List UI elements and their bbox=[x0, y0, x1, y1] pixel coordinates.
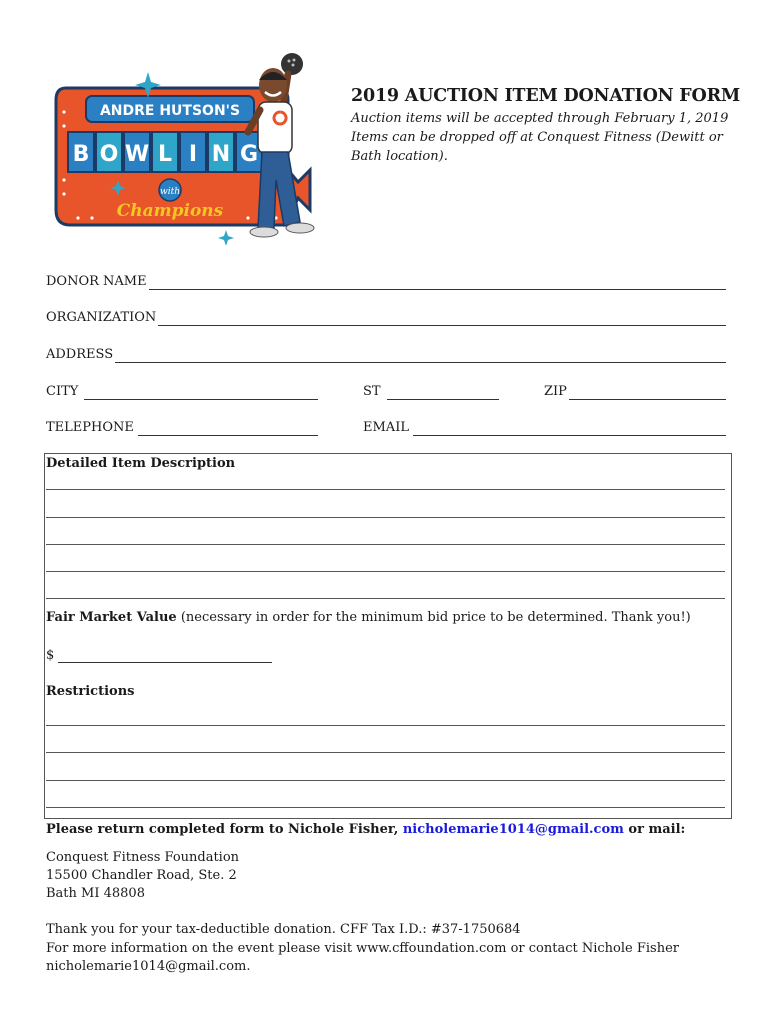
fair-market-value-label: Fair Market Value bbox=[46, 610, 177, 625]
zip-label: ZIP bbox=[544, 384, 567, 399]
bowling-with-champions-logo bbox=[48, 50, 348, 245]
telephone-label: TELEPHONE bbox=[46, 420, 134, 435]
logo-bowling-tiles bbox=[68, 132, 262, 172]
svg-text:G: G bbox=[239, 142, 259, 167]
restrictions-line[interactable] bbox=[46, 807, 725, 808]
logo-top-text: ANDRE HUTSON'S bbox=[99, 103, 241, 119]
donor-name-field[interactable] bbox=[46, 272, 726, 290]
svg-text:L: L bbox=[157, 142, 173, 167]
telephone-field[interactable] bbox=[46, 418, 318, 436]
item-details-box bbox=[44, 453, 732, 819]
svg-text:I: I bbox=[188, 142, 198, 167]
return-instructions: Please return completed form to Nichole Fisher, nicholemarie1014@gmail.com or mail: bbox=[46, 822, 686, 837]
restrictions-heading: Restrictions bbox=[46, 684, 135, 699]
dollar-sign: $ bbox=[46, 648, 55, 663]
description-line[interactable] bbox=[46, 544, 725, 545]
description-line[interactable] bbox=[46, 489, 725, 490]
svg-text:N: N bbox=[211, 142, 231, 167]
state-label: ST bbox=[363, 384, 381, 399]
return-email-link[interactable]: nicholemarie1014@gmail.com bbox=[402, 822, 624, 837]
description-line[interactable] bbox=[46, 571, 725, 572]
footer-note: Thank you for your tax-deductible donation. CFF Tax I.D.: #37-1750684 For more information on the event please visit www.cffoundation.com or contact Nichole Fisher nicholemarie1014@gmail.com. bbox=[46, 922, 679, 974]
restrictions-line[interactable] bbox=[46, 725, 725, 726]
submission-deadline-note: Auction items will be accepted through February 1, 2019 Items can be dropped off at Conquest Fitness (Dewitt or Bath location). bbox=[351, 111, 729, 164]
form-title: 2019 AUCTION ITEM DONATION FORM bbox=[351, 86, 741, 106]
organization-field[interactable] bbox=[46, 308, 726, 326]
address-label: ADDRESS bbox=[46, 347, 114, 362]
address-field[interactable] bbox=[46, 345, 726, 363]
description-line[interactable] bbox=[46, 517, 725, 518]
city-label: CITY bbox=[46, 384, 79, 399]
zip-field[interactable] bbox=[544, 382, 726, 400]
svg-text:O: O bbox=[99, 142, 119, 167]
restrictions-line[interactable] bbox=[46, 752, 725, 753]
svg-text:with: with bbox=[160, 187, 180, 197]
fair-market-value-field[interactable] bbox=[46, 648, 272, 663]
city-field[interactable] bbox=[46, 382, 318, 400]
state-field[interactable] bbox=[363, 382, 499, 400]
email-label: EMAIL bbox=[363, 420, 409, 435]
fair-market-value-note: Fair Market Value (necessary in order for the minimum bid price to be determined. Thank you!) bbox=[46, 610, 691, 625]
svg-text:B: B bbox=[72, 142, 90, 167]
email-field[interactable] bbox=[363, 418, 726, 436]
logo-bottom-text: Champions bbox=[116, 201, 224, 221]
description-line[interactable] bbox=[46, 598, 725, 599]
svg-text:W: W bbox=[124, 142, 150, 167]
mailing-address: Conquest Fitness Foundation 15500 Chandler Road, Ste. 2 Bath MI 48808 bbox=[46, 850, 240, 901]
item-description-heading: Detailed Item Description bbox=[46, 456, 236, 471]
donor-name-label: DONOR NAME bbox=[46, 274, 147, 289]
organization-label: ORGANIZATION bbox=[46, 310, 157, 325]
restrictions-line[interactable] bbox=[46, 780, 725, 781]
